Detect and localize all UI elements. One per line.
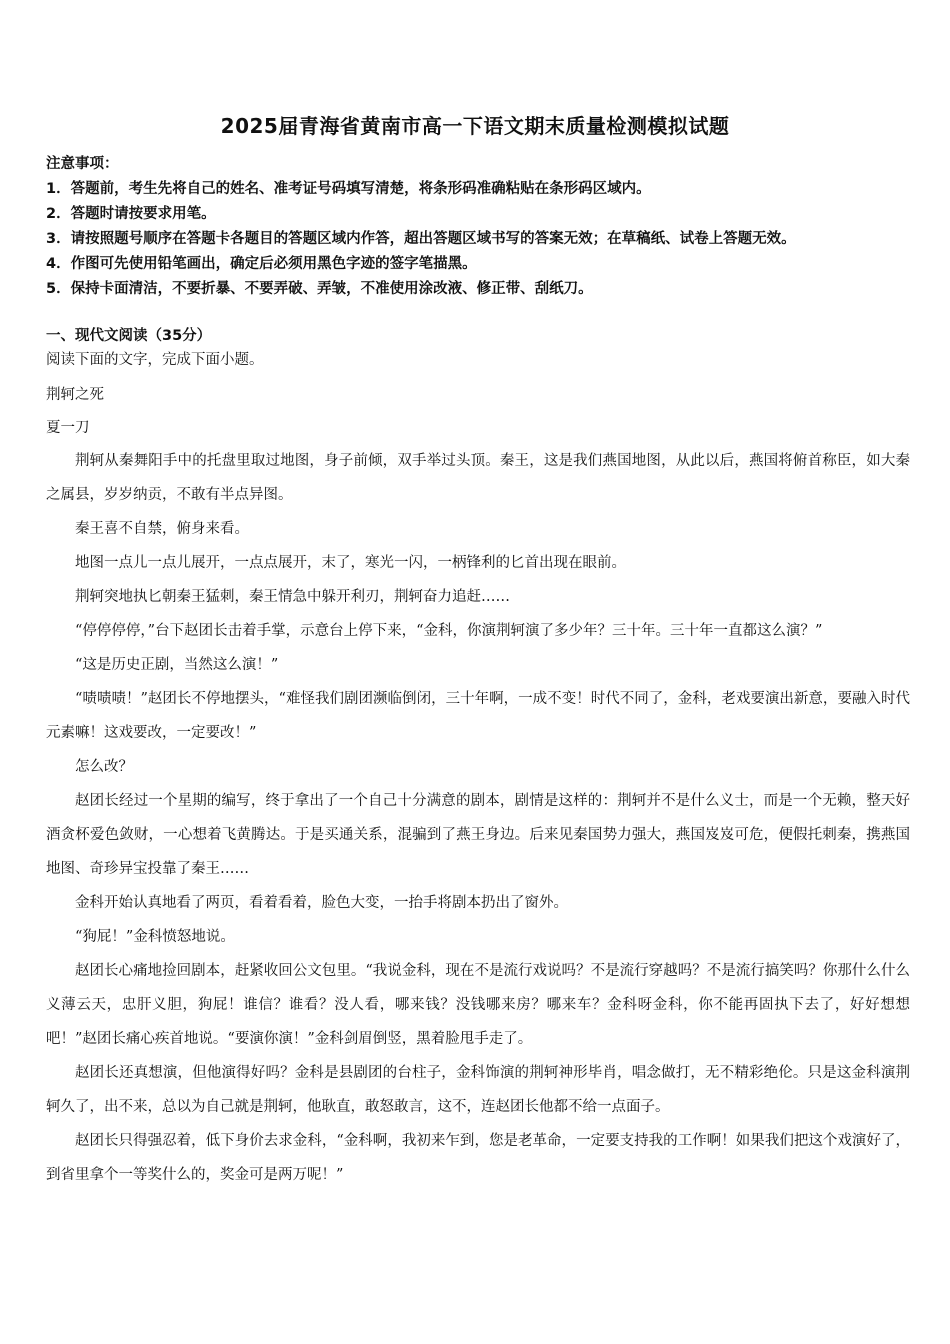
story-paragraph: 地图一点儿一点儿展开，一点点展开，末了，寒光一闪，一柄锋利的匕首出现在眼前。 [75, 555, 626, 571]
story-paragraph: 怎么改？ [75, 759, 133, 775]
story-author: 夏一刀 [46, 420, 90, 436]
story-paragraph: 赵团长经过一个星期的编写，终于拿出了一个自己十分满意的剧本，剧情是这样的：荆轲并不是什么义士，而是一个无赖，整天好酒贪杯爱色敛财，一心想着飞黄腾达。于是买通关系，混骗到了燕王身边。后来见秦国势力强大，燕国岌岌可危，便假托刺秦，携燕国地图、奇珍异宝投靠了秦王…… [46, 793, 910, 877]
story-paragraph: “停停停停，”台下赵团长击着手掌，示意台上停下来，“金科，你演荆轲演了多少年？三十年。三十年一直都这么演？” [75, 623, 823, 639]
story-paragraph: 金科开始认真地看了两页，看着看着，脸色大变，一抬手将剧本扔出了窗外。 [75, 895, 568, 911]
notice-item: 1．答题前，考生先将自己的姓名、准考证号码填写清楚，将条形码准确粘贴在条形码区域内。 [46, 181, 651, 197]
story-body [46, 444, 910, 1192]
exam-title: 2025届青海省黄南市高一下语文期末质量检测模拟试题 [220, 114, 730, 138]
story-paragraph: “狗屁！”金科愤怒地说。 [75, 929, 235, 945]
notice-item: 5．保持卡面清洁，不要折暴、不要弄破、弄皱，不准使用涂改液、修正带、刮纸刀。 [46, 281, 593, 297]
story-paragraph: 荆轲突地执匕朝秦王猛刺，秦王情急中躲开利刃，荆轲奋力追赶…… [75, 589, 510, 605]
story-paragraph: 赵团长还真想演，但他演得好吗？金科是县剧团的台柱子，金科饰演的荆轲神形毕肖，唱念做打，无不精彩绝伦。只是这金科演荆轲久了，出不来，总以为自己就是荆轲，他耿直，敢怒敢言，这不，连赵团长他都不给一点面子。 [46, 1065, 910, 1115]
section-intro: 阅读下面的文字，完成下面小题。 [46, 352, 264, 368]
notice-item: 3．请按照题号顺序在答题卡各题目的答题区域内作答，超出答题区域书写的答案无效；在草稿纸、试卷上答题无效。 [46, 231, 796, 247]
story-paragraph: 赵团长只得强忍着，低下身价去求金科，“金科啊，我初来乍到，您是老革命，一定要支持我的工作啊！如果我们把这个戏演好了，到省里拿个一等奖什么的，奖金可是两万呢！” [46, 1133, 910, 1183]
story-paragraph: “啧啧啧！”赵团长不停地摆头，“难怪我们剧团濒临倒闭，三十年啊，一成不变！时代不同了，金科，老戏要演出新意，要融入时代元素嘛！这戏要改，一定要改！” [46, 691, 910, 741]
notice-heading: 注意事项： [46, 156, 119, 172]
story-paragraph: 秦王喜不自禁，俯身来看。 [75, 521, 249, 537]
story-paragraph: 赵团长心痛地捡回剧本，赶紧收回公文包里。“我说金科，现在不是流行戏说吗？不是流行穿越吗？不是流行搞笑吗？你那什么什么义薄云天，忠肝义胆，狗屁！谁信？谁看？没人看，哪来钱？没钱哪来房？哪来车？金科呀金科，你不能再固执下去了，好好想想吧！”赵团长痛心疾首地说。“要演你演！”金科剑眉倒竖，黑着脸甩手走了。 [46, 963, 910, 1047]
notice-item: 2．答题时请按要求用笔。 [46, 206, 216, 222]
notice-block [46, 152, 916, 302]
story-title: 荆轲之死 [46, 387, 104, 403]
notice-item: 4．作图可先使用铅笔画出，确定后必须用黑色字迹的签字笔描黑。 [46, 256, 477, 272]
story-paragraph: 荆轲从秦舞阳手中的托盘里取过地图，身子前倾，双手举过头顶。秦王，这是我们燕国地图，从此以后，燕国将俯首称臣，如大秦之属县，岁岁纳贡，不敢有半点异图。 [46, 453, 910, 503]
section-heading: 一、现代文阅读（35分） [46, 328, 212, 344]
story-paragraph: “这是历史正剧，当然这么演！” [75, 657, 279, 673]
